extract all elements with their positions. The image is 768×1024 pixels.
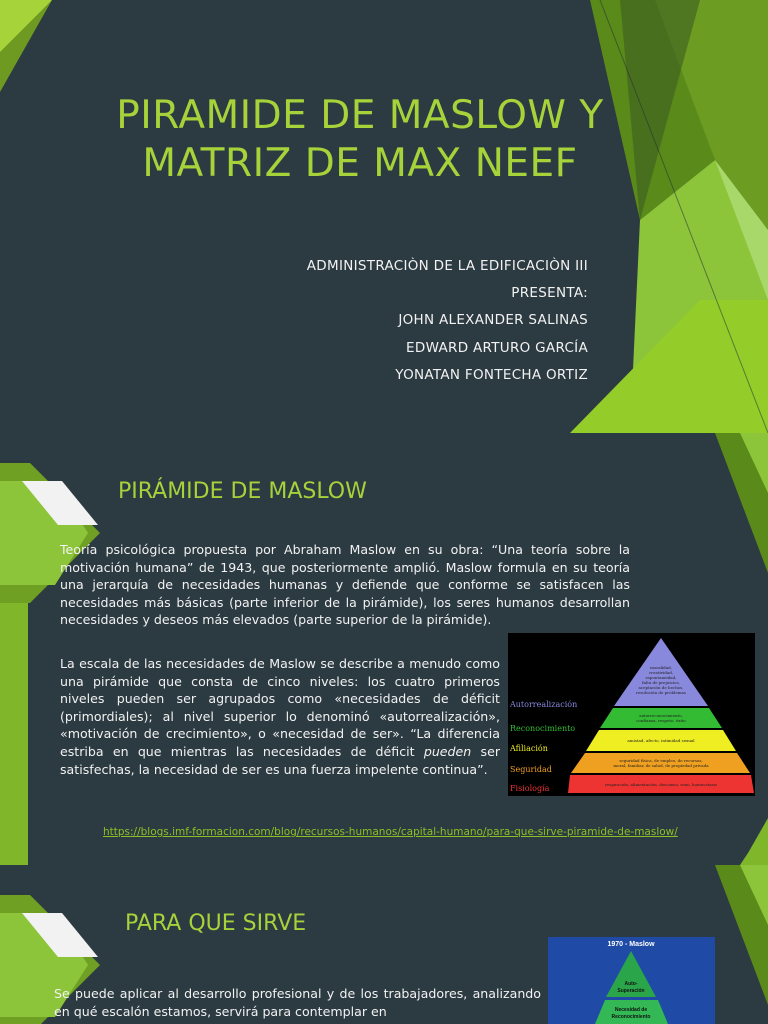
label-reconocimiento: Reconocimiento	[611, 1014, 651, 1020]
paragraph-purpose: Se puede aplicar al desarrollo profesional y de los trabajadores, analizando en qué escalón estamos, servirá para contemplar en	[54, 986, 541, 1019]
section-heading-maslow: PIRÁMIDE DE MASLOW	[118, 479, 367, 504]
maslow-slide	[0, 433, 768, 865]
label-esteem: Reconocimiento	[510, 724, 576, 733]
desc-esteem-2: confianza, respeto, éxito	[636, 718, 686, 723]
label-superacion: Superación	[617, 988, 645, 994]
label-necesidad: Necesidad de	[614, 1007, 648, 1013]
title-slide	[0, 0, 768, 433]
desc-safety-2: moral, familiar, de salud, de propiedad privada	[613, 763, 709, 768]
author-3: YONATAN FONTECHA ORTIZ	[395, 367, 588, 383]
desc-self-1: moralidad,	[650, 665, 672, 670]
maslow-pyramid-image	[508, 633, 755, 796]
desc-physiology-1: respiración, alimentación, descanso, sexo, homeostasis	[604, 782, 718, 787]
author-2: EDWARD ARTURO GARCÍA	[406, 340, 588, 356]
slide1-background	[0, 0, 768, 433]
title-line-2: MATRIZ DE MAX NEEF	[142, 141, 578, 186]
paragraph-scale-part-1: La escala de las necesidades de Maslow se describe a menudo como una pirámide que consta de cinco niveles: los cuatro primeros niveles pueden ser agrupados como «necesidades de déficit (primordiales); al nivel superior lo denominó «autorrealización», «motivación de crecimiento», o «necesidad de ser». “La diferencia estriba en que mientras las necesidades de déficit	[60, 656, 500, 759]
label-auto: Auto-	[624, 981, 638, 987]
paragraph-theory: Teoría psicológica propuesta por Abraham Maslow en su obra: “Una teoría sobre la motivación humana” de 1943, que posteriormente amplió. Maslow formula en su teoría una jerarquía de necesidades humanas y defiende que conforme se satisfacen las necesidades más básicas (parte inferior de la pirámide), los seres humanos desarrollan necesidades y deseos más elevados (parte superior de la pirámide).	[60, 542, 630, 628]
presentation-title	[90, 92, 630, 188]
label-safety: Seguridad	[510, 765, 552, 774]
desc-esteem-1: autorreconocimiento,	[639, 713, 683, 718]
paragraph-scale-emphasis: pueden	[423, 743, 472, 759]
desc-self-6: resolución de problemas	[636, 690, 686, 695]
paragraph-scale-part-2: ser satisfechas, la necesidad de ser es una fuerza impelente continua”.	[60, 743, 500, 777]
section-heading-purpose: PARA QUE SIRVE	[125, 911, 307, 936]
label-physiology: Fisiología	[510, 784, 550, 793]
title-line-1: PIRAMIDE DE MASLOW Y	[116, 93, 604, 138]
desc-self-5: aceptación de hechos,	[638, 685, 684, 690]
label-self-actualization: Autorrealización	[510, 700, 578, 709]
source-link[interactable]: https://blogs.imf-formacion.com/blog/recursos-humanos/capital-humano/para-que-sirve-piramide-de-maslow/	[103, 826, 678, 838]
course-name: ADMINISTRACIÒN DE LA EDIFICACIÒN III	[306, 258, 588, 274]
purpose-slide	[0, 865, 768, 1024]
desc-belonging-1: amistad, afecto, intimidad sexual	[627, 738, 695, 743]
desc-self-4: falta de prejuicios,	[642, 680, 680, 685]
image-title: 1970 - Maslow	[607, 941, 655, 948]
desc-self-2: creatividad,	[648, 670, 674, 675]
desc-safety-1: seguridad física, de empleo, de recursos,	[619, 758, 703, 763]
maslow-1970-image	[548, 937, 715, 1024]
author-1: JOHN ALEXANDER SALINAS	[398, 312, 588, 328]
label-belonging: Afiliación	[510, 744, 548, 753]
presenta-label: PRESENTA:	[511, 285, 588, 301]
paragraph-scale	[60, 655, 500, 778]
desc-self-3: espontaneidad,	[645, 675, 677, 680]
